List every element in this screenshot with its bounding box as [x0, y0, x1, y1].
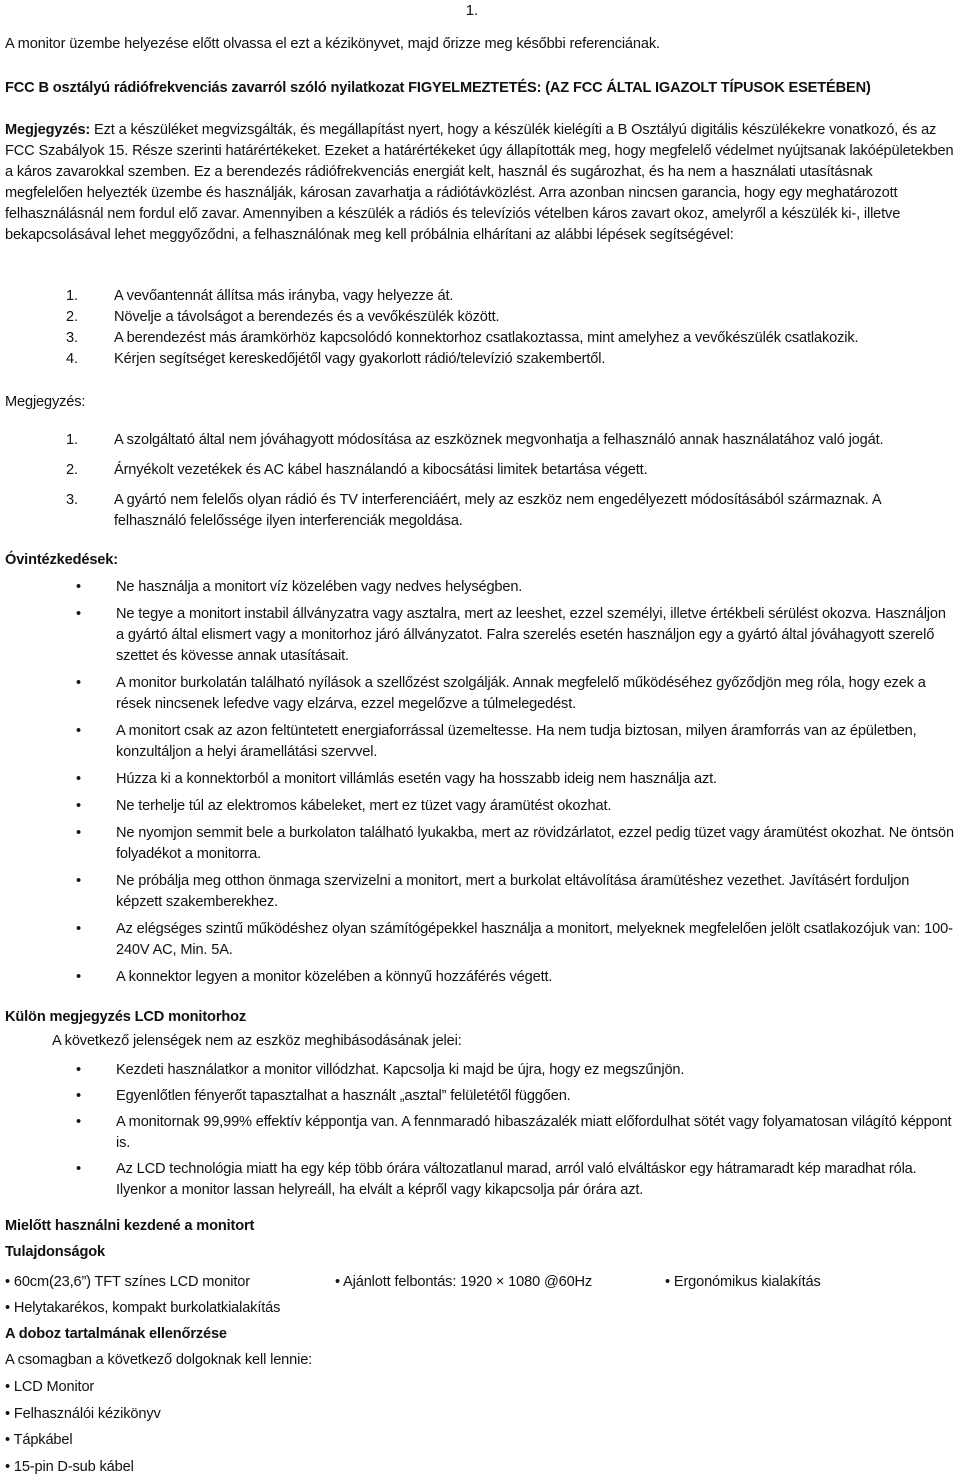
list-item: • Ne próbálja meg otthon önmaga szervizelni a monitort, mert a burkolat eltávolítása áramütéshez vezethet. Javításért forduljon képzett szakemberekhez.	[76, 871, 954, 913]
list-item: • Tápkábel	[5, 1427, 161, 1454]
list-item: • LCD Monitor	[5, 1374, 161, 1401]
list-item: 2. Növelje a távolságot a berendezés és a vevőkészülék között.	[66, 307, 952, 328]
list-item: • A monitort csak az azon feltüntetett energiaforrással üzemeltesse. Ha nem tudja biztosan, milyen áramforrás van az épületben, konzultáljon a helyi áramellátási szervvel.	[76, 721, 954, 763]
list-item: • A monitor burkolatán található nyílások a szellőzést szolgálják. Annak megfelelő működéséhez győződjön meg róla, hogy ezek a rések nincsenek lefedve vagy elzárva, ezzel megelőzve a túlmelegedést.	[76, 673, 954, 715]
fcc-heading: FCC B osztályú rádiófrekvenciás zavarról szóló nyilatkozat FIGYELMEZTETÉS: (AZ FCC ÁLTAL IGAZOLT TÍPUSOK ESETÉBEN)	[5, 78, 954, 99]
list-item: • 15-pin D-sub kábel	[5, 1454, 161, 1480]
list-item: • Felhasználói kézikönyv	[5, 1401, 161, 1428]
precautions-list	[76, 577, 954, 988]
list-item: • Ne tegye a monitort instabil állványzatra vagy asztalra, mert az leeshet, ezzel személyi, illetve értékbeli sérülést okozva. Használjon a gyártó által elismert vagy a monitorhoz járó állványzatot. Falra szerelés esetén használjon egy a gyártó által jóváhagyott szerelő szettet és kövesse annak utasításait.	[76, 604, 954, 667]
list-item: • Az elégséges szintű működéshez olyan számítógépekkel használja a monitort, melyeknek megfelelően jelölt csatlakozójuk van: 100-240V AC, Min. 5A.	[76, 919, 954, 961]
box-contents-list	[5, 1374, 161, 1480]
fcc-paragraph	[5, 120, 954, 246]
fcc-steps-list	[66, 286, 952, 370]
lcd-intro: A következő jelenségek nem az eszköz meghibásodásának jelei:	[52, 1031, 954, 1052]
notes-list	[66, 430, 952, 532]
features-heading: Tulajdonságok	[5, 1242, 954, 1263]
list-item: • A konnektor legyen a monitor közelében a könnyű hozzáférés végett.	[76, 967, 954, 988]
list-item: • Ne terhelje túl az elektromos kábeleket, mert ez tüzet vagy áramütést okozhat.	[76, 796, 954, 817]
list-item: • Egyenlőtlen fényerőt tapasztalhat a használt „asztal” felületétől függően.	[76, 1086, 954, 1107]
lcd-heading: Külön megjegyzés LCD monitorhoz	[5, 1007, 954, 1028]
list-item: 3. A berendezést más áramkörhöz kapcsolódó konnektorhoz csatlakoztassa, mint amelyhez a vevőkészülék csatlakozik.	[66, 328, 952, 349]
list-item: 4. Kérjen segítséget kereskedőjétől vagy gyakorlott rádió/televízió szakembertől.	[66, 349, 952, 370]
fcc-note-text: Ezt a készüléket megvizsgálták, és megállapítást nyert, hogy a készülék kielégíti a B Osztályú digitális készülékekre vonatkozó, és az FCC Szabályok 15. Része szerinti határértékeket. Ezeket a határértékeket úgy állapították meg, hogy megfelelő védelmet nyújtsanak lakóépületekben a káros zavarokkal szemben.	[5, 122, 953, 180]
fcc-note-label: Megjegyzés:	[5, 122, 90, 138]
list-item: • Húzza ki a konnektorból a monitort villámlás esetén vagy ha hosszabb ideig nem használja azt.	[76, 769, 954, 790]
page-number: 1.	[466, 0, 478, 21]
feature-item: • Ergonómikus kialakítás	[665, 1272, 821, 1293]
list-item: • Kezdeti használatkor a monitor villódzhat. Kapcsolja ki majd be újra, hogy ez megszűnjön.	[76, 1060, 954, 1081]
before-use-heading: Mielőtt használni kezdené a monitort	[5, 1216, 954, 1237]
feature-item: • Ajánlott felbontás: 1920 × 1080 @60Hz	[335, 1272, 592, 1293]
box-contents-heading: A doboz tartalmának ellenőrzése	[5, 1324, 954, 1345]
note2-label: Megjegyzés:	[5, 392, 954, 413]
box-contents-intro: A csomagban a következő dolgoknak kell lennie:	[5, 1350, 954, 1371]
list-item: • A monitornak 99,99% effektív képpontja van. A fennmaradó hibaszázalék miatt előfordulhat sötét vagy folyamatosan világító képpont is.	[76, 1112, 954, 1154]
list-item: 3. A gyártó nem felelős olyan rádió és TV interferenciáért, mely az eszköz nem engedélyezett módosításából származnak. A felhasználó felelőssége ilyen interferenciák megoldása.	[66, 490, 952, 532]
intro-text: A monitor üzembe helyezése előtt olvassa el ezt a kézikönyvet, majd őrizze meg későbbi referenciának.	[5, 34, 954, 55]
list-item: • Ne nyomjon semmit bele a burkolaton található lyukakba, mert az rövidzárlatot, ezzel pedig tüzet vagy áramütést okozhat. Ne öntsön folyadékot a monitorra.	[76, 823, 954, 865]
list-item: • Az LCD technológia miatt ha egy kép több órára változatlanul marad, arról való elváltáskor egy hátramaradt kép maradhat róla. Ilyenkor a monitor lassan helyreáll, ha elvált a képről vagy kikapcsolja pár órára azt.	[76, 1159, 954, 1201]
lcd-notes-list	[76, 1060, 954, 1201]
fcc-note-text-2: Ez a berendezés rádiófrekvenciás energiát kelt, használ és sugározhat, és ha nem a használati utasításnak megfelelően helyezték üzembe és használják, károsan zavarhatja a rádiótávközlést. Arra azonban nincsen garancia, hogy egy meghatározott felhasználásnál nem fordul elő zavar. Amennyiben a készülék a rádiós és televíziós vételben káros zavart okoz, amelyről a készülék ki-, illetve bekapcsolásával lehet meggyőződni, a felhasználónak meg kell próbálnia elhárítani az alábbi lépések segítségével:	[5, 164, 900, 243]
list-item: 1. A vevőantennát állítsa más irányba, vagy helyezze át.	[66, 286, 952, 307]
list-item: • Ne használja a monitort víz közelében vagy nedves helységben.	[76, 577, 954, 598]
precautions-heading: Óvintézkedések:	[5, 550, 954, 571]
feature-item: • 60cm(23,6”) TFT színes LCD monitor	[5, 1272, 250, 1293]
list-item: 1. A szolgáltató által nem jóváhagyott módosítása az eszköznek megvonhatja a felhasználó annak használatához való jogát.	[66, 430, 952, 451]
list-item: 2. Árnyékolt vezetékek és AC kábel használandó a kibocsátási limitek betartása végett.	[66, 460, 952, 481]
feature-item: • Helytakarékos, kompakt burkolatkialakítás	[5, 1298, 280, 1319]
